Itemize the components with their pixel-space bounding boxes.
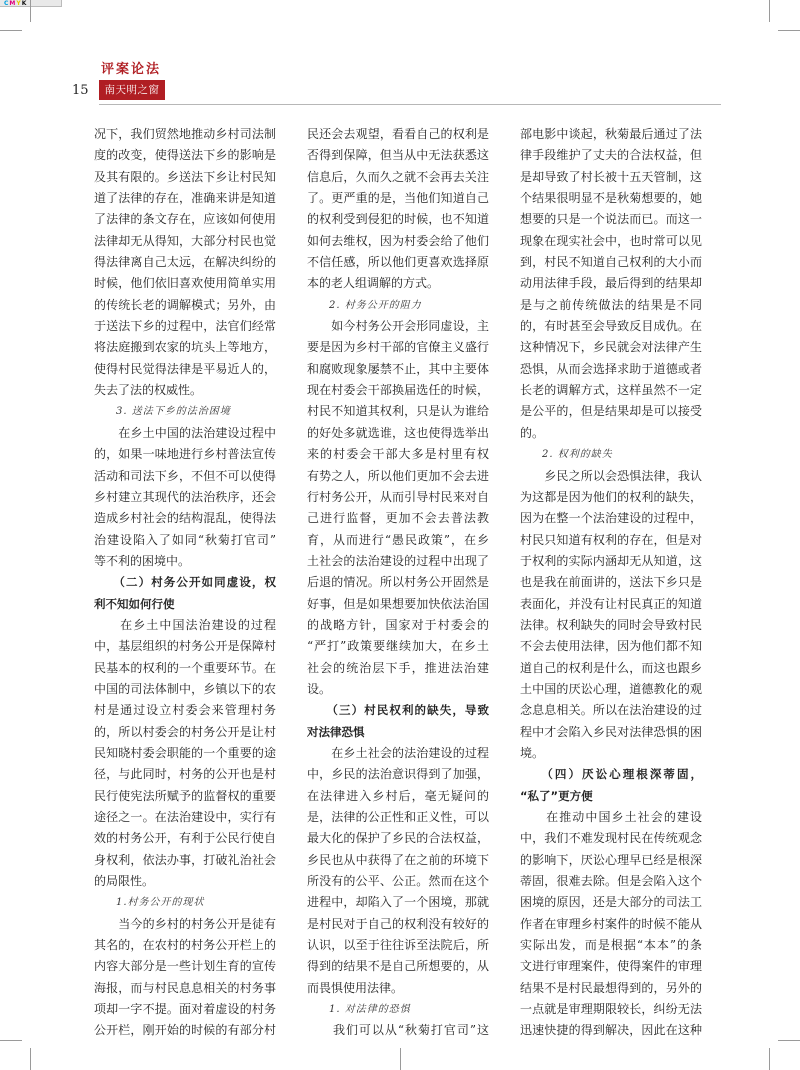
text-line: 因为在整一个法治建设的过程中，	[520, 511, 702, 526]
subheading-line: 2. 村务公开的阻力	[329, 299, 422, 311]
text-line: 在乡土中国的法治建设过程中	[94, 425, 276, 440]
crop-mark	[778, 1040, 800, 1041]
text-line: 迅速快捷的得到解决，因此在这种	[520, 1023, 702, 1038]
text-line: 如何去维权，因为村委会给了他们	[307, 233, 489, 248]
text-line: 活动和司法下乡，不但不可以使得	[94, 468, 276, 483]
text-line: 民行使宪法所赋予的监督权的重要	[94, 788, 276, 803]
text-line: 信息后，久而久之就不会再去关注	[307, 169, 489, 184]
crop-mark	[0, 1040, 22, 1041]
section-heading-line: （三）村民权利的缺失，导致	[307, 703, 489, 718]
page-number: 15	[72, 83, 89, 98]
text-line: 身权利，依法办事，打破礼治社会	[94, 852, 276, 867]
text-line: 途径之一。在法治建设中，实行有	[94, 810, 276, 824]
text-line: 于送法下乡的过程中，法官们经常	[94, 319, 276, 334]
text-line: 民还会去观望，看看自己的权利是	[307, 127, 489, 141]
text-line: 治建设陷入了如同“秋菊打官司”	[94, 532, 276, 547]
subheading-line: 1.村务公开的现状	[116, 897, 205, 909]
text-line: 想要的只是一个说法而已。而这一	[520, 212, 702, 227]
text-line: 己进行监督，更加不会去普法教	[307, 511, 489, 526]
text-line: 是却导致了村长被十五天管制，这	[520, 169, 702, 184]
text-line: 径，与此同时，村务的公开也是村	[94, 767, 276, 782]
text-line: 的，如果一味地进行乡村普法宣传	[94, 447, 276, 462]
text-column-2	[307, 124, 489, 1042]
text-line: 的好处多就选谁，这也使得选举出	[307, 425, 489, 440]
text-line: 而畏惧使用法律。	[307, 980, 404, 995]
text-line: 的影响下，厌讼心理早已经是根深	[520, 852, 702, 867]
text-line: 土社会的法治建设的过程中出现了	[307, 553, 489, 568]
section-tag: 南天明之窗	[99, 80, 165, 100]
text-line: 的传统长老的调解模式；另外，由	[94, 297, 276, 312]
text-line: “严打”政策要继续加大，在乡土	[307, 639, 489, 654]
text-line: 的。	[520, 425, 545, 440]
section-heading-line: （四）厌讼心理根深蒂固，	[520, 767, 702, 782]
section-heading-line: “私了”更方便	[520, 788, 593, 803]
crop-mark	[769, 0, 770, 22]
text-line: 村民只知道有权利的存在，但是对	[520, 532, 702, 547]
text-line: 到，村民不知道自己权利的大小而	[520, 255, 702, 270]
text-line: 是与之前传统做法的结果是不同	[520, 297, 702, 312]
text-line: 动用法律手段，最后得到的结果却	[520, 276, 702, 291]
crop-mark	[769, 1048, 770, 1070]
text-line: 是公平的，但是结果却是可以接受	[520, 404, 702, 419]
text-line: 法律却无从得知，大部分村民也觉	[94, 233, 276, 248]
crop-mark	[30, 0, 31, 22]
text-line: 村民不知道其权利，只是认为谁给	[307, 404, 489, 419]
text-line: 在乡土中国法治建设的过程	[94, 617, 276, 632]
text-line: 结果不是村民最想得到的，另外的	[520, 980, 702, 995]
section-heading-line: 利不知如何行使	[94, 596, 175, 611]
header-rule	[99, 104, 721, 105]
text-line: 所没有的公平、公正。然而在这个	[307, 874, 489, 889]
text-line: 文进行审理案件，使得案件的审理	[520, 959, 702, 974]
subheading-line: 1. 对法律的恐惧	[329, 1004, 411, 1016]
subheading-line: 2. 权利的缺失	[542, 449, 613, 461]
text-line: 乡民之所以会恐惧法律，我认	[520, 468, 702, 483]
text-line: 将法庭搬到农家的坑头上等地方，	[94, 340, 276, 355]
cmyk-c: C	[4, 0, 10, 7]
text-line: 本的老人组调解的方式。	[307, 276, 440, 291]
subheading-line: 3. 送法下乡的法治困境	[116, 406, 231, 418]
text-line: 得法律离自己太远，在解决纠纷的	[94, 255, 276, 270]
text-line: 好事，但是如果想要加快依法治国	[307, 596, 489, 611]
text-line: 道自己的权利是什么，而这也跟乡	[520, 660, 702, 675]
text-line: 的，有时甚至会导致反目成仇。在	[520, 319, 702, 334]
text-line: 进程中，却陷入了一个困境，那就	[307, 895, 489, 910]
text-line: 行村务公开，从而引导村民来对自	[307, 489, 489, 504]
text-line: 如今村务公开会形同虚设，主	[307, 319, 489, 334]
text-line: 内容大部分是一些计划生育的宣传	[94, 959, 276, 974]
text-line: 等不利的困境中。	[94, 553, 191, 568]
text-line: 造成乡村社会的结构混乱，使得法	[94, 511, 276, 526]
text-line: 念息息相关。所以在法治建设的过	[520, 703, 702, 718]
text-column-3	[520, 124, 702, 1042]
text-line: 中国的司法体制中，乡镇以下的农	[94, 681, 276, 696]
text-line: 的局限性。	[94, 874, 155, 889]
text-line: 为这都是因为他们的权利的缺失，	[520, 489, 702, 504]
text-line: 在推动中国乡土社会的建设	[520, 810, 702, 824]
text-line: 境。	[520, 745, 545, 760]
text-line: 有势之人，所以他们更加不会去进	[307, 468, 489, 483]
text-line: 也是我在前面讲的，送法下乡只是	[520, 575, 702, 590]
section-heading-line: （二）村务公开如同虚设，权	[94, 575, 276, 590]
text-line: 我们可以从“秋菊打官司”这	[307, 1023, 489, 1038]
text-line: 现在村委会干部换届选任的时候，	[307, 383, 489, 398]
text-line: 其名的，在农村的村务公开栏上的	[94, 938, 276, 953]
text-line: 乡村建立其现代的法治秩序，还会	[94, 489, 276, 504]
cmyk-m: M	[9, 0, 17, 7]
text-line: 否得到保障，但当从中无法获悉这	[307, 148, 489, 163]
crop-mark	[778, 30, 800, 31]
text-line: 社会的统治层下手，推进法治建	[307, 660, 489, 675]
text-line: 和腐败现象屡禁不止，其中主要体	[307, 361, 489, 376]
text-line: 中，我们不难发现村民在传统观念	[520, 831, 702, 846]
text-line: 设。	[307, 681, 332, 696]
section-heading-line: 对法律恐惧	[307, 724, 365, 739]
text-line: 育，从而进行“愚民政策”，在乡	[307, 532, 489, 547]
text-line: 海报，而与村民息息相关的村务事	[94, 980, 276, 995]
text-line: 道了法律的存在，准确来讲是知道	[94, 191, 276, 206]
text-line: 不信任感，所以他们更喜欢选择原	[307, 255, 489, 270]
text-line: 及其有限的。乡送法下乡让村民知	[94, 169, 276, 184]
text-line: 个结果很明显不是秋菊想要的，她	[520, 191, 702, 206]
text-line: 使得村民觉得法律是平易近人的，	[94, 361, 276, 376]
text-line: 项却一字不提。面对着虚设的村务	[94, 1002, 276, 1017]
text-line: 法律。权利缺失的同时会导致村民	[520, 617, 702, 632]
text-line: 要是因为乡村干部的官僚主义盛行	[307, 340, 489, 355]
text-line: 长老的调解方式，这样虽然不一定	[520, 383, 702, 398]
cmyk-y: Y	[16, 0, 22, 7]
text-line: 中，乡民的法治意识得到了加强，	[307, 767, 489, 782]
text-line: 在法律进入乡村后，毫无疑问的	[307, 788, 489, 803]
text-line: 最大化的保护了乡民的合法权益，	[307, 831, 489, 846]
text-line: 村是通过设立村委会来管理村务	[94, 703, 276, 718]
text-line: 困境的原因，还是大部分的司法工	[520, 895, 702, 910]
crop-mark	[30, 1048, 31, 1070]
text-line: 度的改变，使得送法下乡的影响是	[94, 148, 276, 163]
text-line: 得到的结果不是自己所想要的，从	[307, 959, 489, 974]
text-line: 的权利受到侵犯的时候，也不知道	[307, 212, 489, 227]
text-line: 于权利的实际内涵却无从知道，这	[520, 553, 702, 568]
text-line: 作者在审理乡村案件的时候不能从	[520, 916, 702, 931]
text-line: 失去了法的权威性。	[94, 383, 203, 398]
text-line: 表面化，并没有让村民真正的知道	[520, 596, 702, 611]
text-line: 恐惧，从而会选择求助于道德或者	[520, 361, 702, 376]
column-title: 评案论法	[101, 62, 162, 77]
text-line: 现象在现实社会中，也时常可以见	[520, 233, 702, 248]
text-line: 况下，我们贸然地推动乡村司法制	[94, 127, 276, 141]
text-line: 实际出发，而是根据“本本”的条	[520, 938, 702, 953]
text-line: 蒂固，很难去除。但是会陷入这个	[520, 874, 702, 889]
text-line: 公开栏，刚开始的时候的有部分村	[94, 1023, 276, 1038]
text-line: 在乡土社会的法治建设的过程	[307, 745, 489, 760]
text-line: 这种情况下，乡民就会对法律产生	[520, 340, 702, 355]
text-line: 后退的情况。所以村务公开固然是	[307, 575, 489, 590]
text-line: 当今的乡村的村务公开是徒有	[94, 916, 276, 931]
text-line: 效的村务公开，有利于公民行使自	[94, 831, 276, 846]
cmyk-k: K	[21, 0, 28, 7]
text-line: 乡民也从中获得了在之前的环境下	[307, 852, 489, 867]
text-line: 认识，以至于往往诉至法院后，所	[307, 938, 489, 953]
text-column-1	[94, 124, 276, 1042]
text-line: 民基本的权利的一个重要环节。在	[94, 660, 276, 675]
text-line: 是村民对于自己的权利没有较好的	[307, 916, 489, 931]
text-line: 不会去使用法律，因为他们都不知	[520, 639, 702, 654]
text-line: 了法律的条文存在，应该如何使用	[94, 212, 276, 227]
text-line: 时候，他们依旧喜欢使用简单实用	[94, 276, 276, 291]
text-line: 的战略方针，国家对于村委会的	[307, 617, 489, 632]
text-line: 土中国的厌讼心理，道德教化的观	[520, 681, 702, 696]
crop-mark	[400, 1048, 401, 1070]
text-line: 中，基层组织的村务公开是保障村	[94, 639, 276, 654]
text-line: 的，所以村委会的村务公开是让村	[94, 724, 276, 739]
text-line: 律手段维护了丈夫的合法权益，但	[520, 148, 702, 163]
text-line: 来的村委会干部大多是村里有权	[307, 447, 489, 462]
cmyk-color-bar	[0, 0, 62, 7]
text-line: 了。更严重的是，当他们知道自己	[307, 191, 489, 206]
text-line: 民知晓村委会职能的一个重要的途	[94, 745, 276, 760]
text-line: 是，法律的公正性和正义性，可以	[307, 810, 489, 824]
text-line: 部电影中谈起，秋菊最后通过了法	[520, 127, 702, 141]
crop-mark	[0, 30, 22, 31]
text-line: 一点就是审理期限较长，纠纷无法	[520, 1002, 702, 1017]
text-line: 程中才会陷入乡民对法律恐惧的困	[520, 724, 702, 739]
